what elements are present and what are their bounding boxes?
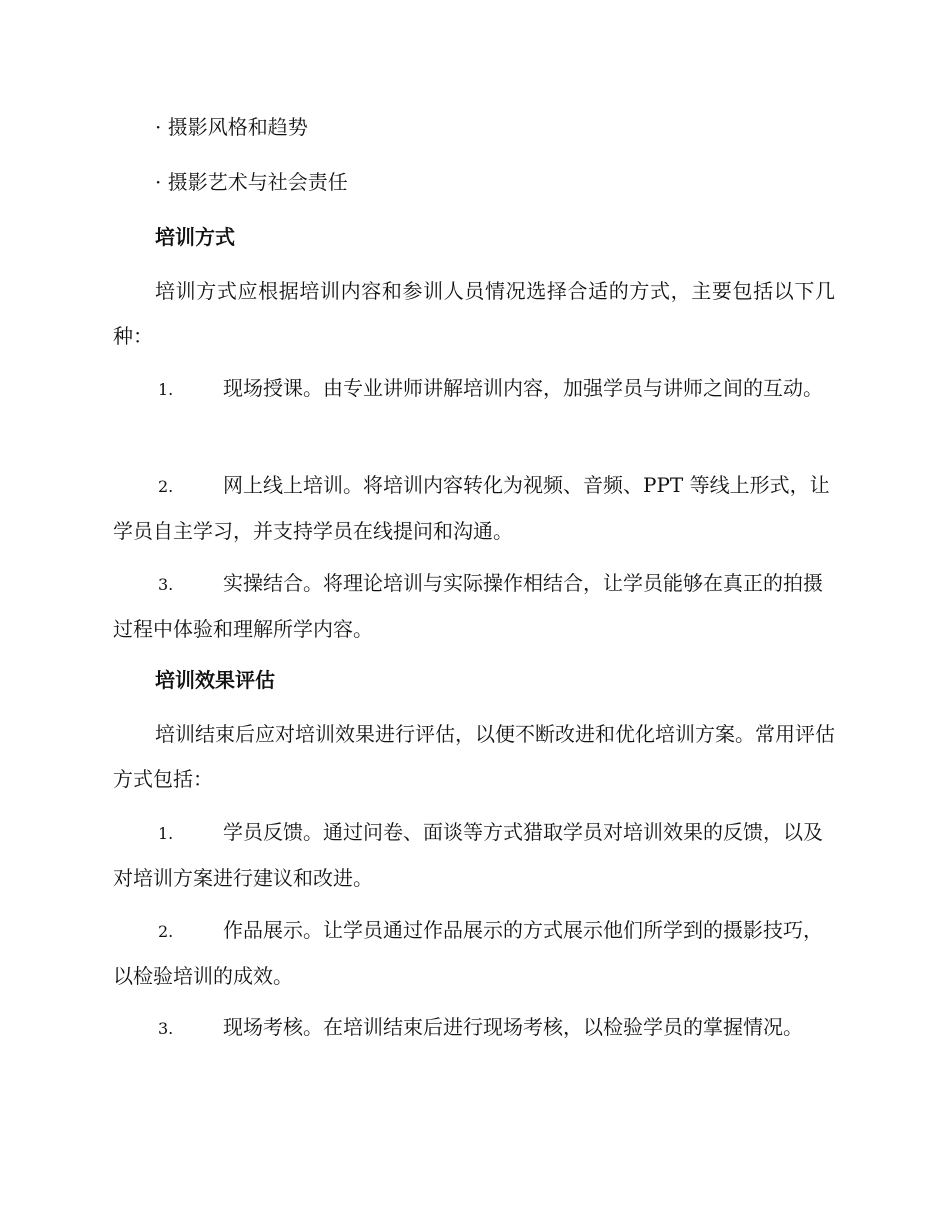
- list-item-number: 3.: [158, 1019, 174, 1038]
- list-item-text: 作品展示。让学员通过作品展示的方式展示他们所学到的摄影技巧，以检验培训的成效。: [113, 918, 823, 988]
- list-item: [113, 561, 835, 652]
- list-item-text: 现场考核。在培训结束后进行现场考核，以检验学员的掌握情况。: [223, 1015, 803, 1039]
- list-item: [113, 1005, 835, 1051]
- list-item-text: 实操结合。将理论培训与实际操作相结合，让学员能够在真正的拍摄过程中体验和理解所学内容。: [113, 571, 823, 641]
- list-item: [113, 810, 835, 901]
- list-item-text: 网上线上培训。将培训内容转化为视频、音频、PPT 等线上形式，让学员自主学习，并支持学员在线提问和沟通。: [113, 473, 830, 543]
- section-heading-evaluation: 培训效果评估: [155, 668, 275, 692]
- list-item: [113, 463, 835, 554]
- bullet-item: · 摄影艺术与社会责任: [155, 170, 348, 194]
- list-item-text: 现场授课。由专业讲师讲解培训内容，加强学员与讲师之间的互动。: [223, 376, 823, 400]
- section-intro-evaluation: 培训结束后应对培训效果进行评估，以便不断改进和优化培训方案。常用评估方式包括：: [113, 722, 835, 791]
- list-item: [113, 908, 835, 999]
- section-intro-training-method: 培训方式应根据培训内容和参训人员情况选择合适的方式，主要包括以下几种：: [113, 279, 835, 348]
- bullet-item: · 摄影风格和趋势: [155, 115, 308, 139]
- list-item-text: 学员反馈。通过问卷、面谈等方式猎取学员对培训效果的反馈，以及对培训方案进行建议和改进。: [113, 820, 823, 890]
- list-item-number: 1.: [158, 824, 174, 843]
- list-item: [113, 366, 835, 412]
- section-heading-training-method: 培训方式: [155, 225, 235, 249]
- list-item-number: 2.: [158, 922, 174, 941]
- list-item-number: 1.: [158, 380, 174, 399]
- list-item-number: 3.: [158, 575, 174, 594]
- list-item-number: 2.: [158, 477, 174, 496]
